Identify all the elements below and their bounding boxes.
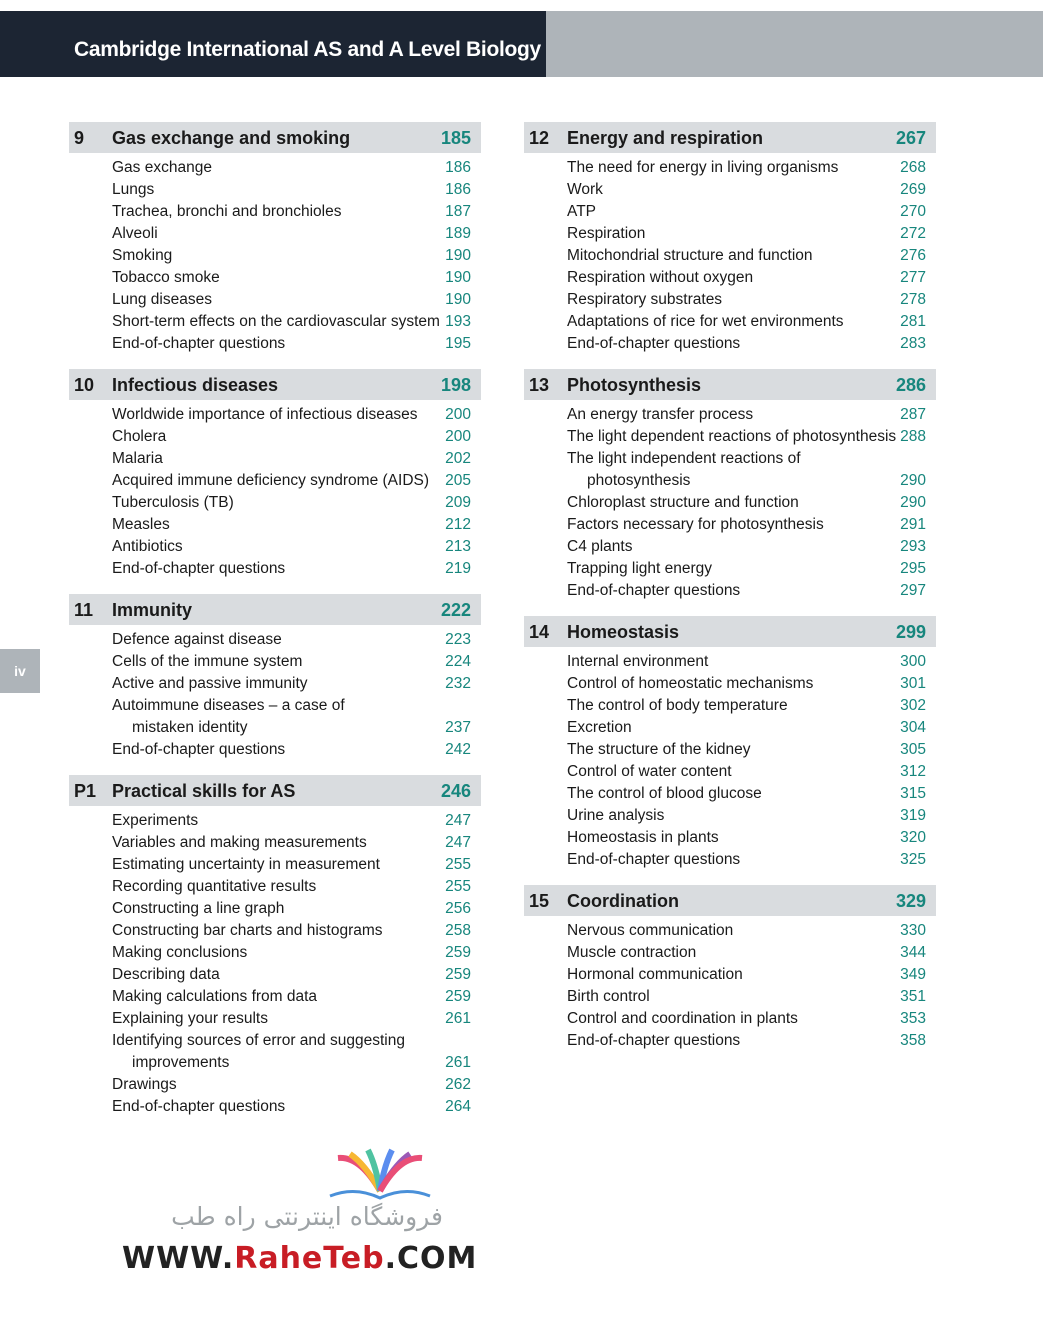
toc-entry[interactable] (524, 717, 936, 739)
entry-page: 187 (445, 203, 471, 220)
entry-title: photosynthesis (587, 472, 691, 489)
toc-entry[interactable] (524, 558, 936, 580)
entry-page: 190 (445, 269, 471, 286)
entry-page: 293 (900, 538, 926, 555)
entry-page: 301 (900, 675, 926, 692)
section-list (69, 625, 481, 761)
entry-page: 302 (900, 697, 926, 714)
entry-page: 287 (900, 406, 926, 423)
toc-entry[interactable] (69, 898, 481, 920)
entry-page: 295 (900, 560, 926, 577)
entry-title: End-of-chapter questions (567, 582, 741, 599)
toc-entry[interactable] (524, 827, 936, 849)
entry-title: Defence against disease (112, 631, 282, 648)
toc-right-column (524, 122, 936, 1066)
entry-title: Constructing a line graph (112, 900, 285, 917)
url-brand: RaheTeb (234, 1241, 385, 1276)
entry-title: The control of blood glucose (567, 785, 762, 802)
chapter-title: Photosynthesis (567, 375, 702, 395)
section-list (524, 916, 936, 1052)
chapter-title: Infectious diseases (112, 375, 279, 395)
toc-entry[interactable] (69, 854, 481, 876)
entry-title: Respiration without oxygen (567, 269, 754, 286)
chapter-title: Coordination (567, 891, 679, 911)
entry-title: Constructing bar charts and histograms (112, 922, 383, 939)
entry-page: 351 (900, 988, 926, 1005)
entry-title: Measles (112, 516, 170, 533)
entry-title: Adaptations of rice for wet environments (567, 313, 844, 330)
toc-entry[interactable] (524, 1030, 936, 1052)
entry-title: Control and coordination in plants (567, 1010, 798, 1027)
chapter-block (69, 594, 481, 761)
toc-entry[interactable] (69, 289, 481, 311)
entry-page: 353 (900, 1010, 926, 1027)
section-list (69, 400, 481, 580)
entry-title: Internal environment (567, 653, 709, 670)
entry-title: C4 plants (567, 538, 633, 555)
toc-entry[interactable] (69, 448, 481, 470)
entry-page: 312 (900, 763, 926, 780)
entry-title: End-of-chapter questions (567, 1032, 741, 1049)
toc-entry[interactable] (524, 179, 936, 201)
entry-title: Experiments (112, 812, 199, 829)
entry-title: The structure of the kidney (567, 741, 751, 758)
entry-title: Trapping light energy (567, 560, 713, 577)
chapter-number: 12 (529, 128, 550, 148)
entry-page: 330 (900, 922, 926, 939)
entry-title: End-of-chapter questions (112, 560, 286, 577)
entry-page: 186 (445, 181, 471, 198)
entry-title: Tuberculosis (TB) (112, 494, 234, 511)
toc-entry[interactable] (524, 964, 936, 986)
entry-title: Work (567, 181, 603, 198)
entry-page: 223 (445, 631, 471, 648)
toc-entry[interactable] (69, 514, 481, 536)
entry-title: Mitochondrial structure and function (567, 247, 813, 264)
toc-entry[interactable] (69, 717, 481, 739)
entry-title: Malaria (112, 450, 163, 467)
chapter-block (524, 122, 936, 355)
watermark-url[interactable] (122, 1241, 477, 1276)
entry-page: 320 (900, 829, 926, 846)
header-accent-bar (546, 11, 1043, 77)
entry-page: 269 (900, 181, 926, 198)
toc-entry[interactable] (524, 311, 936, 333)
toc-entry[interactable] (69, 1030, 481, 1052)
chapter-page: 222 (440, 600, 471, 620)
section-list (524, 400, 936, 602)
entry-page: 288 (900, 428, 926, 445)
entry-page: 247 (445, 834, 471, 851)
toc-entry[interactable] (524, 673, 936, 695)
chapter-heading[interactable] (69, 594, 481, 625)
toc-entry[interactable] (69, 492, 481, 514)
book-logo-icon (320, 1146, 440, 1206)
toc-entry[interactable] (524, 470, 936, 492)
entry-page: 237 (445, 719, 471, 736)
toc-entry[interactable] (524, 849, 936, 871)
entry-page: 186 (445, 159, 471, 176)
entry-title: The light independent reactions of (567, 450, 801, 467)
entry-title: Tobacco smoke (112, 269, 220, 286)
entry-title: Muscle contraction (567, 944, 697, 961)
entry-title: Autoimmune diseases – a case of (112, 697, 345, 714)
entry-page: 259 (445, 944, 471, 961)
entry-page: 259 (445, 966, 471, 983)
chapter-block (69, 775, 481, 1118)
entry-title: Making conclusions (112, 944, 248, 961)
entry-page: 255 (445, 856, 471, 873)
toc-entry[interactable] (524, 695, 936, 717)
entry-title: Cells of the immune system (112, 653, 303, 670)
chapter-page: 246 (440, 781, 471, 801)
entry-title: Gas exchange (112, 159, 212, 176)
entry-page: 219 (445, 560, 471, 577)
chapter-heading[interactable] (69, 122, 481, 153)
entry-title: Describing data (112, 966, 220, 983)
toc-entry[interactable] (69, 986, 481, 1008)
chapter-number: 11 (74, 600, 94, 620)
entry-title: End-of-chapter questions (112, 741, 286, 758)
chapter-block (524, 885, 936, 1052)
chapter-title: Practical skills for AS (112, 781, 296, 801)
toc-entry[interactable] (69, 920, 481, 942)
entry-title: improvements (132, 1054, 230, 1071)
toc-entry[interactable] (524, 426, 936, 448)
chapter-page: 267 (895, 128, 926, 148)
toc-entry[interactable] (524, 986, 936, 1008)
entry-page: 259 (445, 988, 471, 1005)
entry-title: Alveoli (112, 225, 158, 242)
entry-page: 319 (900, 807, 926, 824)
toc-entry[interactable] (524, 514, 936, 536)
entry-page: 349 (900, 966, 926, 983)
toc-entry[interactable] (524, 492, 936, 514)
toc-entry[interactable] (524, 245, 936, 267)
entry-title: Variables and making measurements (112, 834, 367, 851)
toc-entry[interactable] (69, 333, 481, 355)
entry-title: mistaken identity (132, 719, 248, 736)
toc-entry[interactable] (524, 333, 936, 355)
entry-page: 281 (900, 313, 926, 330)
entry-title: Drawings (112, 1076, 177, 1093)
entry-page: 270 (900, 203, 926, 220)
entry-page: 190 (445, 247, 471, 264)
chapter-block (524, 369, 936, 602)
entry-page: 242 (445, 741, 471, 758)
entry-title: Homeostasis in plants (567, 829, 719, 846)
toc-entry[interactable] (69, 558, 481, 580)
toc-entry[interactable] (524, 448, 936, 470)
toc-entry[interactable] (524, 536, 936, 558)
url-prefix: WWW. (122, 1241, 235, 1276)
entry-title: Trachea, bronchi and bronchioles (112, 203, 342, 220)
toc-entry[interactable] (524, 739, 936, 761)
entry-title: Chloroplast structure and function (567, 494, 799, 511)
entry-page: 276 (900, 247, 926, 264)
section-list (69, 153, 481, 355)
chapter-heading[interactable] (524, 616, 936, 647)
toc-entry[interactable] (524, 289, 936, 311)
entry-page: 258 (445, 922, 471, 939)
toc-entry[interactable] (69, 629, 481, 651)
toc-entry[interactable] (69, 404, 481, 426)
chapter-number: P1 (74, 781, 97, 801)
chapter-number: 10 (74, 375, 95, 395)
entry-page: 247 (445, 812, 471, 829)
chapter-page: 286 (895, 375, 926, 395)
entry-page: 262 (445, 1076, 471, 1093)
toc-entry[interactable] (69, 1096, 481, 1118)
section-list (69, 806, 481, 1118)
entry-page: 264 (445, 1098, 471, 1115)
entry-page: 272 (900, 225, 926, 242)
entry-title: The need for energy in living organisms (567, 159, 839, 176)
entry-page: 205 (445, 472, 471, 489)
toc-entry[interactable] (524, 223, 936, 245)
entry-title: Control of water content (567, 763, 732, 780)
entry-title: Identifying sources of error and suggesting (112, 1032, 405, 1049)
entry-page: 344 (900, 944, 926, 961)
toc-entry[interactable] (69, 673, 481, 695)
toc-entry[interactable] (524, 157, 936, 179)
entry-page: 278 (900, 291, 926, 308)
chapter-number: 15 (529, 891, 550, 911)
entry-page: 256 (445, 900, 471, 917)
toc-entry[interactable] (524, 761, 936, 783)
entry-title: Lung diseases (112, 291, 212, 308)
entry-page: 277 (900, 269, 926, 286)
entry-title: Explaining your results (112, 1010, 268, 1027)
entry-page: 290 (900, 494, 926, 511)
chapter-title: Gas exchange and smoking (112, 128, 351, 148)
chapter-number: 9 (74, 128, 85, 148)
entry-page: 291 (900, 516, 926, 533)
entry-title: End-of-chapter questions (112, 335, 286, 352)
toc-entry[interactable] (524, 783, 936, 805)
toc-entry[interactable] (524, 920, 936, 942)
toc-entry[interactable] (69, 1074, 481, 1096)
chapter-heading[interactable] (524, 369, 936, 400)
entry-page: 213 (445, 538, 471, 555)
entry-page: 232 (445, 675, 471, 692)
toc-entry[interactable] (69, 964, 481, 986)
entry-page: 190 (445, 291, 471, 308)
chapter-block (69, 369, 481, 580)
toc-entry[interactable] (524, 404, 936, 426)
toc-entry[interactable] (69, 179, 481, 201)
entry-title: Active and passive immunity (112, 675, 308, 692)
entry-title: Lungs (112, 181, 155, 198)
entry-title: Estimating uncertainty in measurement (112, 856, 380, 873)
entry-page: 305 (900, 741, 926, 758)
entry-title: Respiratory substrates (567, 291, 723, 308)
toc-entry[interactable] (69, 223, 481, 245)
entry-page: 189 (445, 225, 471, 242)
chapter-heading[interactable] (69, 775, 481, 806)
toc-entry[interactable] (69, 832, 481, 854)
entry-title: Smoking (112, 247, 173, 264)
toc-entry[interactable] (69, 1052, 481, 1074)
entry-page: 315 (900, 785, 926, 802)
entry-title: Recording quantitative results (112, 878, 317, 895)
entry-title: End-of-chapter questions (567, 851, 741, 868)
toc-entry[interactable] (524, 942, 936, 964)
chapter-page: 185 (440, 128, 471, 148)
book-title: Cambridge International AS and A Level Biology (74, 38, 541, 61)
chapter-number: 13 (529, 375, 550, 395)
entry-title: Birth control (567, 988, 650, 1005)
entry-page: 255 (445, 878, 471, 895)
toc-entry[interactable] (69, 876, 481, 898)
entry-title: End-of-chapter questions (567, 335, 741, 352)
section-list (524, 647, 936, 871)
chapter-page: 299 (895, 622, 926, 642)
entry-title: Hormonal communication (567, 966, 743, 983)
entry-page: 212 (445, 516, 471, 533)
entry-title: Nervous communication (567, 922, 734, 939)
chapter-title: Immunity (112, 600, 193, 620)
toc-entry[interactable] (524, 651, 936, 673)
toc-entry[interactable] (69, 1008, 481, 1030)
entry-title: Making calculations from data (112, 988, 318, 1005)
entry-page: 358 (900, 1032, 926, 1049)
toc-entry[interactable] (524, 580, 936, 602)
entry-page: 268 (900, 159, 926, 176)
entry-title: Factors necessary for photosynthesis (567, 516, 824, 533)
toc-entry[interactable] (69, 201, 481, 223)
toc-left-column (69, 122, 481, 1132)
entry-page: 283 (900, 335, 926, 352)
toc-entry[interactable] (69, 470, 481, 492)
entry-title: Antibiotics (112, 538, 183, 555)
entry-title: An energy transfer process (567, 406, 754, 423)
entry-title: Excretion (567, 719, 632, 736)
chapter-number: 14 (529, 622, 550, 642)
toc-entry[interactable] (69, 739, 481, 761)
entry-title: End-of-chapter questions (112, 1098, 286, 1115)
entry-page: 209 (445, 494, 471, 511)
url-suffix: .COM (384, 1241, 478, 1276)
toc-entry[interactable] (524, 267, 936, 289)
entry-title: ATP (567, 203, 596, 220)
chapter-block (524, 616, 936, 871)
entry-title: Worldwide importance of infectious diseases (112, 406, 418, 423)
toc-entry[interactable] (69, 651, 481, 673)
entry-page: 300 (900, 653, 926, 670)
toc-entry[interactable] (69, 536, 481, 558)
chapter-title: Energy and respiration (567, 128, 764, 148)
entry-page: 304 (900, 719, 926, 736)
entry-page: 297 (900, 582, 926, 599)
entry-page: 224 (445, 653, 471, 670)
chapter-heading[interactable] (69, 369, 481, 400)
toc-entry[interactable] (524, 201, 936, 223)
chapter-heading[interactable] (524, 122, 936, 153)
entry-title: The control of body temperature (567, 697, 788, 714)
entry-title: Cholera (112, 428, 167, 445)
page-number-tab: iv (0, 649, 40, 693)
entry-page: 195 (445, 335, 471, 352)
toc-entry[interactable] (69, 311, 481, 333)
toc-entry[interactable] (69, 267, 481, 289)
chapter-heading[interactable] (524, 885, 936, 916)
entry-title: Short-term effects on the cardiovascular system (112, 313, 440, 330)
chapter-page: 198 (440, 375, 471, 395)
entry-title: Respiration (567, 225, 646, 242)
section-list (524, 153, 936, 355)
entry-page: 193 (445, 313, 471, 330)
chapter-page: 329 (895, 891, 926, 911)
toc-entry[interactable] (69, 695, 481, 717)
toc-entry[interactable] (69, 157, 481, 179)
entry-page: 200 (445, 428, 471, 445)
toc-entry[interactable] (524, 1008, 936, 1030)
entry-page: 290 (900, 472, 926, 489)
chapter-block (69, 122, 481, 355)
entry-title: Acquired immune deficiency syndrome (AIDS) (112, 472, 430, 489)
toc-entry[interactable] (69, 426, 481, 448)
entry-page: 325 (900, 851, 926, 868)
toc-entry[interactable] (69, 942, 481, 964)
toc-entry[interactable] (69, 810, 481, 832)
entry-page: 261 (445, 1010, 471, 1027)
entry-title: Urine analysis (567, 807, 665, 824)
entry-title: The light dependent reactions of photosynthesis (567, 428, 897, 445)
toc-entry[interactable] (524, 805, 936, 827)
chapter-title: Homeostasis (567, 622, 680, 642)
toc-entry[interactable] (69, 245, 481, 267)
entry-page: 200 (445, 406, 471, 423)
entry-page: 202 (445, 450, 471, 467)
entry-page: 261 (445, 1054, 471, 1071)
watermark-persian-text: فروشگاه اینترنتی راه طب (171, 1202, 443, 1231)
entry-title: Control of homeostatic mechanisms (567, 675, 814, 692)
